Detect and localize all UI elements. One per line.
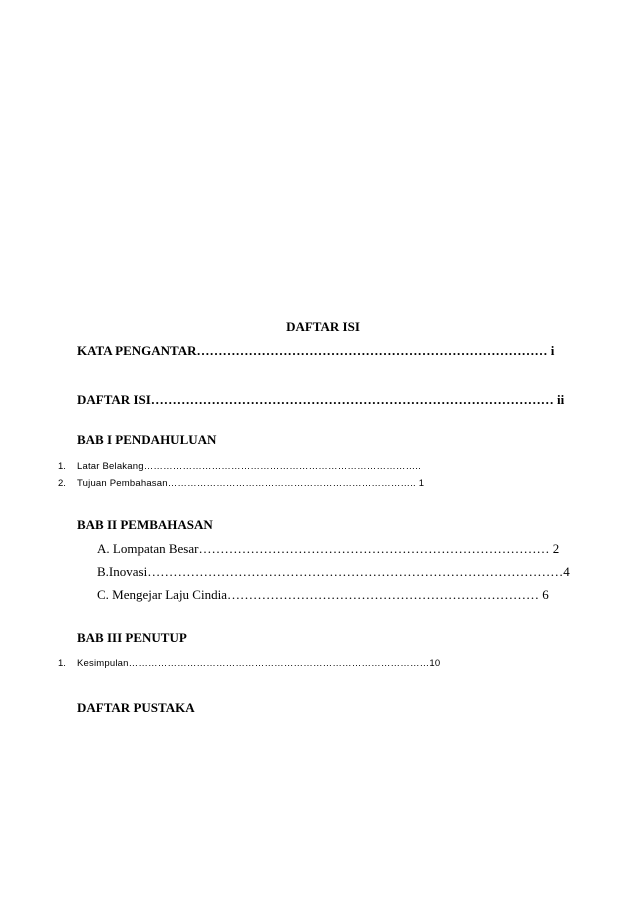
bab3-item-1-number: 1. (58, 658, 66, 669)
bab2-item-c: C. Mengejar Laju Cindia……………………………………………………………… 6 (97, 587, 549, 602)
bab1-heading: BAB I PENDAHULUAN (77, 432, 217, 447)
page-title: DAFTAR ISI (286, 319, 360, 334)
bab3-heading: BAB III PENUTUP (77, 630, 187, 645)
toc-entry-daftar-isi: DAFTAR ISI………………………………………………………………………………… ii (77, 392, 565, 407)
toc-entry-daftar-pustaka: DAFTAR PUSTAKA (77, 700, 195, 715)
bab1-item-2-number: 2. (58, 478, 66, 489)
bab1-item-1-number: 1. (58, 461, 66, 472)
bab1-item-2-text: Tujuan Pembahasan………………………………………………………………….. 1 (77, 478, 425, 489)
toc-entry-kata-pengantar: KATA PENGANTAR……………………………………………………………………… i (77, 343, 555, 358)
bab2-item-a: A. Lompatan Besar……………………………………………………………………… 2 (97, 541, 560, 556)
bab3-item-1-text: Kesimpulan…………………………………………………………………………………10 (77, 658, 441, 669)
bab2-item-b: B.Inovasi……………………………………………………………………………………4 (97, 564, 570, 579)
bab2-heading: BAB II PEMBAHASAN (77, 517, 213, 532)
bab1-item-1-text: Latar Belakang………………………………………………………………………….. (77, 461, 421, 472)
